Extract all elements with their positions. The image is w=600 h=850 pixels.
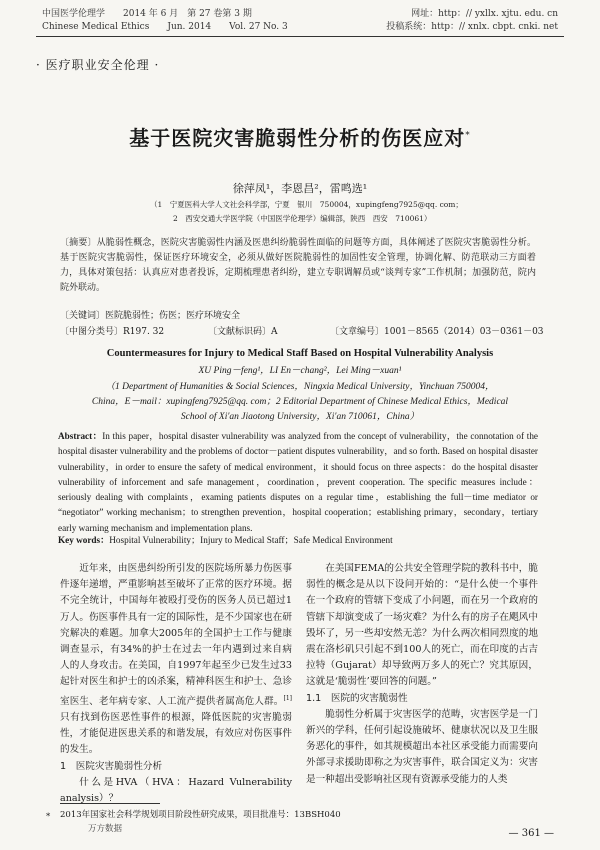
abstract-en-label: Abstract： (58, 431, 103, 441)
article-number: 〔文章编号〕1001－8565（2014）03－0361－03 (330, 327, 544, 337)
english-affiliation-1: （1 Department of Humanities & Social Sciences，Ningxia Medical University，Yinchuan 750004， (105, 382, 495, 392)
keywords-cn: 〔关键词〕医院脆弱性；伤医；医疗环境安全 (60, 311, 241, 321)
abstract-cn: 〔摘要〕从脆弱性概念，医院灾害脆弱性内涵及医患纠纷脆弱性面临的问题等方面，具体阐述了医院灾害脆弱性分析。基于医院灾害脆弱性，保证医疗环境安全，必须从做好医院脆弱性的加固性安全管理，协调化解、防范联动三方面着力，具体对策包括：认真应对患者投诉，定期梳理患者纠纷，建立专职调解员或“谈判专家”工作机制；加强防范，院内院外联动。 (60, 238, 536, 293)
right-para-2: 脆弱性分析属于灾害医学的范畴，灾害医学是一门新兴的学科，任何引起设施破坏、健康状况以及卫生服务恶化的事件，如其规模超出本社区承受能力而需要向外部寻求援助即称之为灾害事件，联合国定义为：灾害是一种超出受影响社区现有资源承受能力的人类 (306, 708, 538, 785)
left-column (60, 561, 292, 807)
journal-header-en: Chinese Medical Ethics Jun. 2014 Vol. 27 No. 3 (42, 22, 288, 32)
right-column (306, 561, 538, 788)
title-footnote-mark: * (465, 130, 471, 141)
left-para-2: 什么是HVA（HVA：Hazard Vulnerability analysis）？ (60, 776, 292, 805)
section-heading-1-1: 1.1 医院的灾害脆弱性 (306, 692, 408, 704)
footnote-funding: 2013年国家社会科学规划项目阶段性研究成果，项目批准号：13BSH040 (60, 810, 341, 820)
abstract-en-text: In this paper，hospital disaster vulnerability was analyzed from the concept of vulnerability，the connotation of the hospital disaster vulnerability and the problems of doctor－patient disputes vulnerability，and so forth. Based on hospital disaster vulnerability，in order to ensure the safety of medical environment，it should focus on three aspects：do the hospital disaster vulnerability of inforcement and safe management，coordination，prevent cooperation. The specific measures include：seriously dealing with complaints，examing patients disputes on a regular time，establishing the full－time mediator or “negotiator” working mechanism；to strengthen prevention，hospital cooperation；establishing primary，secondary，tertiary early warning mechanism and implementation plans. (58, 431, 538, 533)
page-number: — 361 — (508, 828, 554, 839)
left-para-1-text: 近年来，由医患纠纷所引发的医院场所暴力伤医事件逐年递增，严重影响甚至破坏了正常的医疗环境。据不完全统计，中国每年被殴打受伤的医务人员已超过1万人。伤医事件具有一定的国际性，是不少国家也在研究解决的难题。加拿大2005年的全国护士工作与健康调查显示，有34%的护士在过去一年内遇到过来自病人的人身攻击。在美国，自1997年起至少已发生过33起针对医生和护士的凶杀案，精神科医生和护士、急诊室医生、老年病专家、人工流产提供者属高危人群。 (60, 563, 292, 707)
header-rule (36, 36, 564, 37)
submission-system: 投稿系统：http：// xnlx. cbpt. cnki. net (386, 22, 558, 32)
section-heading-1: 1 医院灾害脆弱性分析 (60, 760, 163, 772)
keywords-en (58, 533, 538, 548)
english-authors: XU Ping－feng¹，LI En－chang²，Lei Ming－xuan¹ (198, 366, 402, 376)
left-para-1-tail: 只有找到伤医恶性事件的根源，降低医院的灾害脆弱性，才能促进医患关系的和谐发展，有效应对伤医事件的发生。 (60, 712, 292, 756)
footnote-mark: * (46, 812, 51, 822)
abstract-en (58, 429, 538, 536)
title-text: 基于医院灾害脆弱性分析的伤医应对 (129, 126, 466, 150)
footnote-rule (60, 803, 160, 804)
page-title (0, 122, 600, 151)
english-title: Countermeasures for Injury to Medical Staff Based on Hospital Vulnerability Analysis (106, 348, 494, 359)
left-para-1 (60, 561, 292, 759)
right-para-1: 在美国FEMA的公共安全管理学院的教科书中，脆弱性的概念是从以下设问开始的：“是什么使一个事件在一个政府的管辖下变成了小问题，而在另一个政府的管辖下却演变成了一场灾难？为什么有的房子在飓风中毁坏了，另一些却安然无恙？为什么两次相同烈度的地震在洛杉矶只引起不到100人的死亡，而在印度的古吉拉特（Gujarat）却导致两万多人的死亡？究其原因，这就是‘脆弱性’要回答的问题。” (306, 563, 538, 688)
authors-cn: 徐萍凤¹，李恩昌²，雷鸣选¹ (232, 182, 368, 195)
keywords-en-text: Hospital Vulnerability；Injury to Medical Staff；Safe Medical Environment (109, 535, 393, 545)
document-code: 〔文献标识码〕A (208, 327, 278, 337)
section-label: · 医疗职业安全伦理 · (36, 58, 160, 72)
affiliation-2: 2 西安交通大学医学院（中国医学伦理学）编辑部，陕西 西安 710061） (173, 214, 432, 223)
footnote-watermark: 万方数据 (88, 824, 123, 834)
keywords-en-label: Key words： (58, 535, 110, 545)
journal-header-cn: 中国医学伦理学 2014 年 6 月 第 27 卷第 3 期 (42, 9, 252, 19)
affiliation-1: （1 宁夏医科大学人文社会科学部，宁夏 银川 750004，xupingfeng7925@qq. com； (150, 200, 463, 209)
citation-ref: [1] (283, 694, 292, 702)
classification-number: 〔中图分类号〕R197. 32 (60, 327, 165, 337)
english-affiliation-2: China，E－mail：xupingfeng7925@qq. com；2 Editorial Department of Chinese Medical Ethics，Medical (91, 397, 509, 407)
english-affiliation-3: School of Xi′an Jiaotong University，Xi′an 710061，China） (180, 412, 420, 422)
journal-website: 网址：http：// yxllx. xjtu. edu. cn (411, 9, 558, 19)
